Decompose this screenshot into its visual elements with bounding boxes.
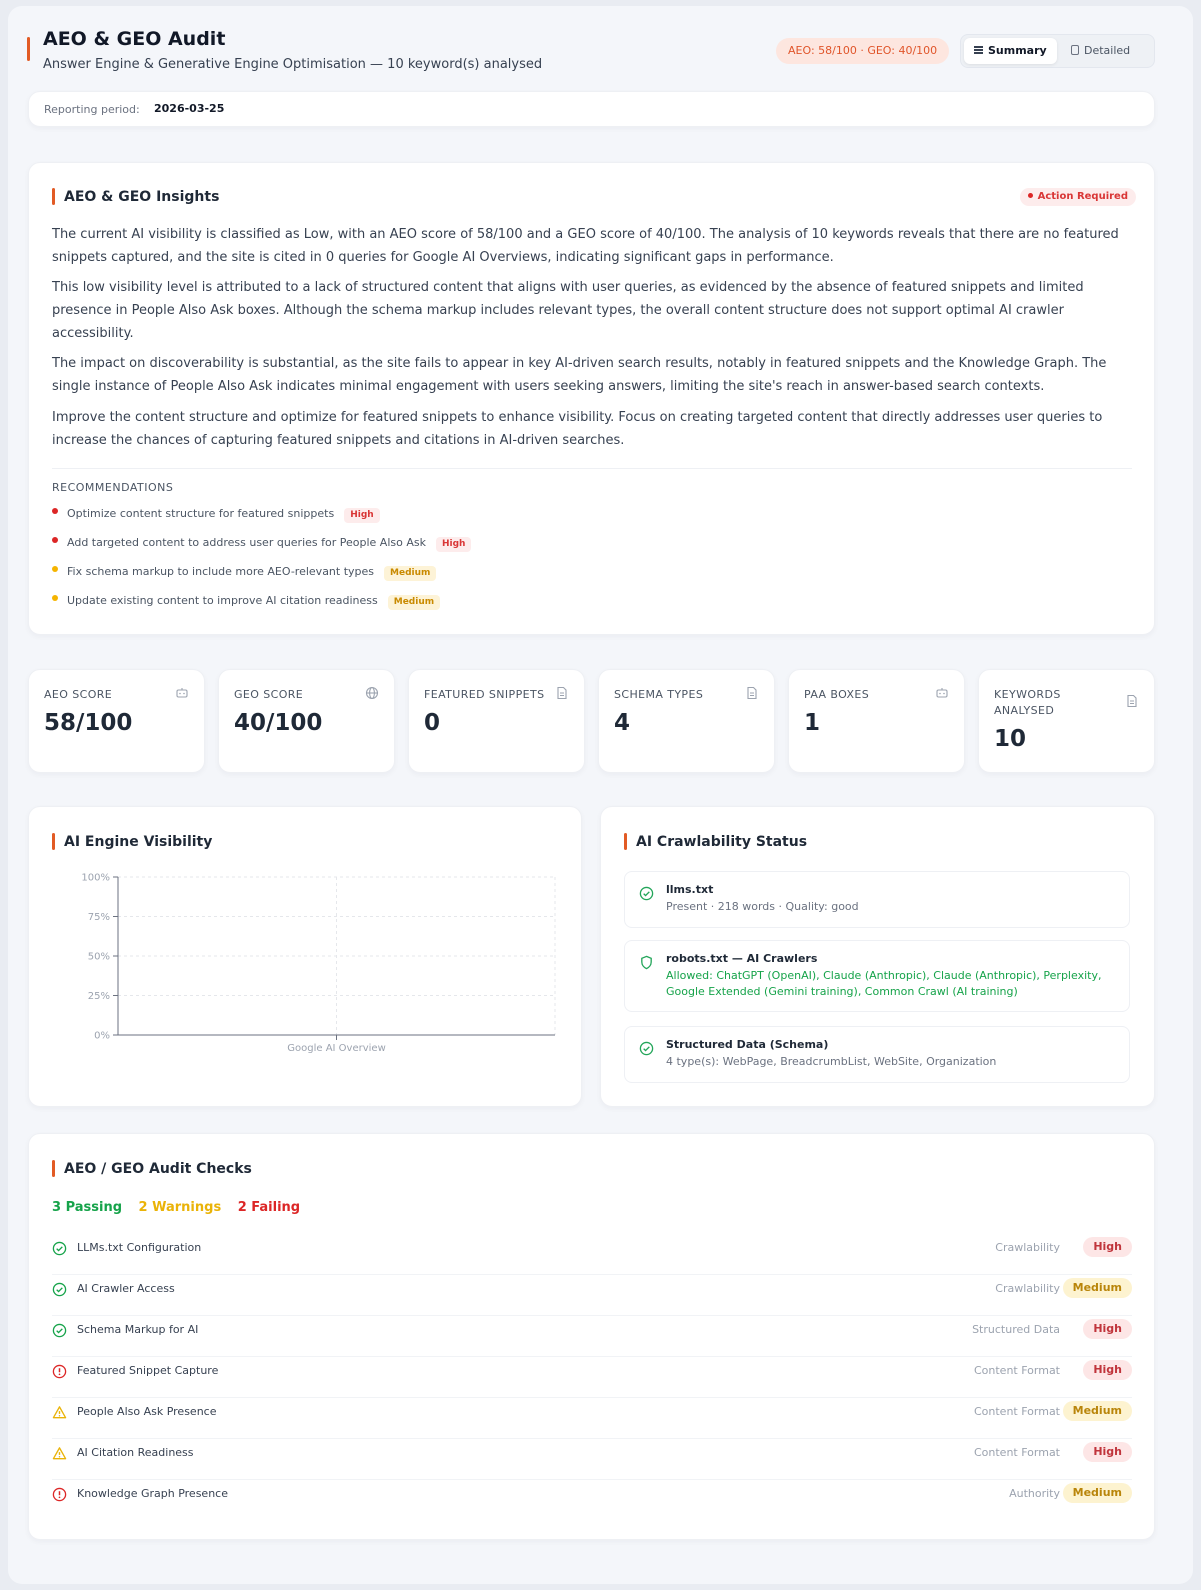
recommendation-text: Fix schema markup to include more AEO-relevant types <box>67 565 375 578</box>
page-subtitle: Answer Engine & Generative Engine Optimisation — 10 keyword(s) analysed <box>43 57 543 72</box>
check-name: Schema Markup for AI <box>77 1323 199 1336</box>
recommendations-heading: RECOMMENDATIONS <box>52 481 174 494</box>
crawl-item-robots <box>624 940 1130 1012</box>
check-name: Knowledge Graph Presence <box>77 1487 228 1500</box>
crawl-item-desc: 4 type(s): WebPage, BreadcrumbList, WebSite, Organization <box>666 1055 997 1068</box>
metric-label: KEYWORDS ANALYSED <box>994 688 1061 717</box>
globe-icon <box>365 686 379 700</box>
checks-accent <box>52 1160 55 1177</box>
shield-icon <box>639 955 654 970</box>
check-priority-badge: High <box>1083 1319 1132 1339</box>
detailed-tab[interactable] <box>1061 38 1140 64</box>
check-priority-badge: Medium <box>1063 1278 1132 1298</box>
priority-tag: High <box>344 508 379 523</box>
reporting-period-label: Reporting period: <box>44 103 140 116</box>
y-tick-label: 0% <box>94 1030 110 1042</box>
priority-dot-icon <box>52 566 58 572</box>
check-category: Structured Data <box>972 1323 1060 1336</box>
check-circle-icon <box>52 1241 67 1256</box>
check-circle-icon <box>52 1323 67 1338</box>
check-name: People Also Ask Presence <box>77 1405 217 1418</box>
summary-tab-label: Summary <box>988 44 1047 57</box>
check-circle-icon <box>639 886 654 901</box>
header-accent <box>27 37 30 61</box>
check-row <box>52 1275 1132 1316</box>
check-circle-icon <box>639 1041 654 1056</box>
audit-checks-card <box>28 1133 1155 1540</box>
crawl-item-title: Structured Data (Schema) <box>666 1038 829 1051</box>
crawl-item-schema <box>624 1026 1130 1083</box>
crawl-item-title: llms.txt <box>666 883 714 896</box>
summary-tab[interactable] <box>964 38 1057 64</box>
crawl-item-title: robots.txt — AI Crawlers <box>666 952 818 965</box>
y-tick-label: 50% <box>87 951 110 963</box>
warnings-count: 2 Warnings <box>138 1200 222 1215</box>
priority-tag: Medium <box>384 566 436 581</box>
metric-label: AEO SCORE <box>44 688 113 701</box>
failing-count: 2 Failing <box>237 1200 301 1215</box>
ai-engine-visibility-card <box>28 806 582 1107</box>
check-name: LLMs.txt Configuration <box>77 1241 202 1254</box>
crawl-accent <box>624 833 627 850</box>
chart-title: AI Engine Visibility <box>64 834 213 850</box>
score-badge: AEO: 58/100 · GEO: 40/100 <box>776 38 949 64</box>
robot-icon <box>935 686 949 700</box>
metric-label: GEO SCORE <box>234 688 304 701</box>
check-row <box>52 1234 1132 1275</box>
crawl-title: AI Crawlability Status <box>636 834 808 850</box>
check-row <box>52 1357 1132 1398</box>
recommendation-item <box>52 592 440 610</box>
priority-dot-icon <box>52 508 58 514</box>
crawl-item-llms <box>624 871 1130 928</box>
check-row <box>52 1439 1132 1480</box>
insights-accent <box>52 188 55 205</box>
document-icon <box>745 686 759 700</box>
list-icon <box>974 46 983 54</box>
reporting-period-bar <box>28 91 1155 127</box>
checks-summary <box>52 1200 312 1215</box>
clipboard-icon <box>1071 45 1079 55</box>
alert-circle-icon <box>52 1487 67 1502</box>
check-circle-icon <box>52 1282 67 1297</box>
checks-title: AEO / GEO Audit Checks <box>64 1161 252 1177</box>
audit-page <box>8 6 1193 1584</box>
insights-card <box>28 162 1155 635</box>
insight-paragraph: The current AI visibility is classified as Low, with an AEO score of 58/100 and a GEO score of 40/100. The analysis of 10 keywords reveals that there are no featured snippets captured, and the site is cited in 0 queries for Google AI Overviews, indicating significant gaps in performance. <box>52 227 1119 265</box>
check-category: Crawlability <box>995 1241 1060 1254</box>
y-tick-label: 100% <box>81 872 110 884</box>
document-icon <box>555 686 569 700</box>
insights-divider <box>52 468 1132 469</box>
check-name: AI Crawler Access <box>77 1282 175 1295</box>
document-icon <box>1125 694 1139 708</box>
insight-paragraph: Improve the content structure and optimize for featured snippets to enhance visibility. Focus on creating targeted content that directly addresses user queries to increase the chances of capturing featured snippets and citations in AI-driven searches. <box>52 410 1103 448</box>
check-name: AI Citation Readiness <box>77 1446 194 1459</box>
visibility-chart <box>29 847 583 1107</box>
priority-tag: Medium <box>388 595 440 610</box>
metric-value: 4 <box>614 710 631 736</box>
recommendation-item <box>52 534 471 552</box>
view-toggle <box>960 34 1155 68</box>
y-tick-label: 25% <box>87 991 110 1002</box>
check-category: Content Format <box>973 1405 1060 1418</box>
page-title: AEO & GEO Audit <box>43 28 226 50</box>
check-category: Content Format <box>973 1364 1060 1377</box>
metric-value: 10 <box>994 726 1027 752</box>
metric-value: 1 <box>804 710 821 736</box>
check-priority-badge: High <box>1083 1237 1132 1257</box>
check-category: Authority <box>1009 1487 1060 1500</box>
recommendation-item <box>52 563 436 581</box>
alert-circle-icon <box>52 1364 67 1379</box>
detailed-tab-label: Detailed <box>1084 44 1131 57</box>
check-category: Crawlability <box>995 1282 1060 1295</box>
action-required-label: Action Required <box>1037 191 1128 202</box>
recommendation-text: Add targeted content to address user queries for People Also Ask <box>67 536 426 549</box>
check-priority-badge: High <box>1083 1360 1132 1380</box>
recommendation-text: Update existing content to improve AI citation readiness <box>67 594 378 607</box>
check-row <box>52 1398 1132 1439</box>
crawl-item-desc: Present · 218 words · Quality: good <box>666 900 859 913</box>
metric-label: PAA BOXES <box>804 688 870 701</box>
action-required-badge <box>1020 188 1136 206</box>
y-tick-label: 75% <box>87 912 110 923</box>
insight-paragraph: The impact on discoverability is substantial, as the site fails to appear in key AI-driven search results, notably in featured snippets and the Knowledge Graph. The single instance of People Also Ask indicates minimal engagement with users seeking answers, limiting the site's reach in answer-based search contexts. <box>52 356 1107 394</box>
reporting-period-value: 2026-03-25 <box>154 102 225 115</box>
check-category: Content Format <box>973 1446 1060 1459</box>
priority-dot-icon <box>52 595 58 601</box>
insight-paragraph: This low visibility level is attributed to a lack of structured content that aligns with user queries, as evidenced by the absence of featured snippets and limited presence in People Also Ask boxes. Although the schema markup includes relevant types, the overall content structure does not support optimal AI crawler accessibility. <box>52 280 1084 341</box>
metric-label: SCHEMA TYPES <box>614 688 704 701</box>
recommendation-item <box>52 505 380 523</box>
crawl-item-desc: Allowed: ChatGPT (OpenAI), Claude (Anthropic), Claude (Anthropic), Perplexity, Google Extended (Gemini training), Common Crawl (AI training) <box>666 969 1102 998</box>
metric-card-geo-score <box>218 669 395 773</box>
insights-title: AEO & GEO Insights <box>64 189 220 205</box>
ai-crawlability-card <box>600 806 1155 1107</box>
x-tick-label: Google AI Overview <box>287 1043 386 1054</box>
check-priority-badge: Medium <box>1063 1483 1132 1503</box>
metric-label: FEATURED SNIPPETS <box>424 688 545 701</box>
metric-card-keywords-analysed <box>978 669 1155 773</box>
metric-card-aeo-score <box>28 669 205 773</box>
check-row <box>52 1480 1132 1521</box>
check-row <box>52 1316 1132 1357</box>
metric-card-featured-snippets <box>408 669 585 773</box>
priority-dot-icon <box>52 537 58 543</box>
metric-card-schema-types <box>598 669 775 773</box>
metric-value: 0 <box>424 710 441 736</box>
check-name: Featured Snippet Capture <box>77 1364 219 1377</box>
recommendation-text: Optimize content structure for featured snippets <box>67 507 335 520</box>
warning-triangle-icon <box>52 1446 67 1461</box>
priority-tag: High <box>436 537 471 552</box>
check-priority-badge: High <box>1083 1442 1132 1462</box>
check-priority-badge: Medium <box>1063 1401 1132 1421</box>
metric-value: 58/100 <box>44 710 133 736</box>
metric-value: 40/100 <box>234 710 323 736</box>
passing-count: 3 Passing <box>52 1200 123 1215</box>
metric-card-paa-boxes <box>788 669 965 773</box>
robot-icon <box>175 686 189 700</box>
alert-dot-icon <box>1028 193 1033 198</box>
warning-triangle-icon <box>52 1405 67 1420</box>
